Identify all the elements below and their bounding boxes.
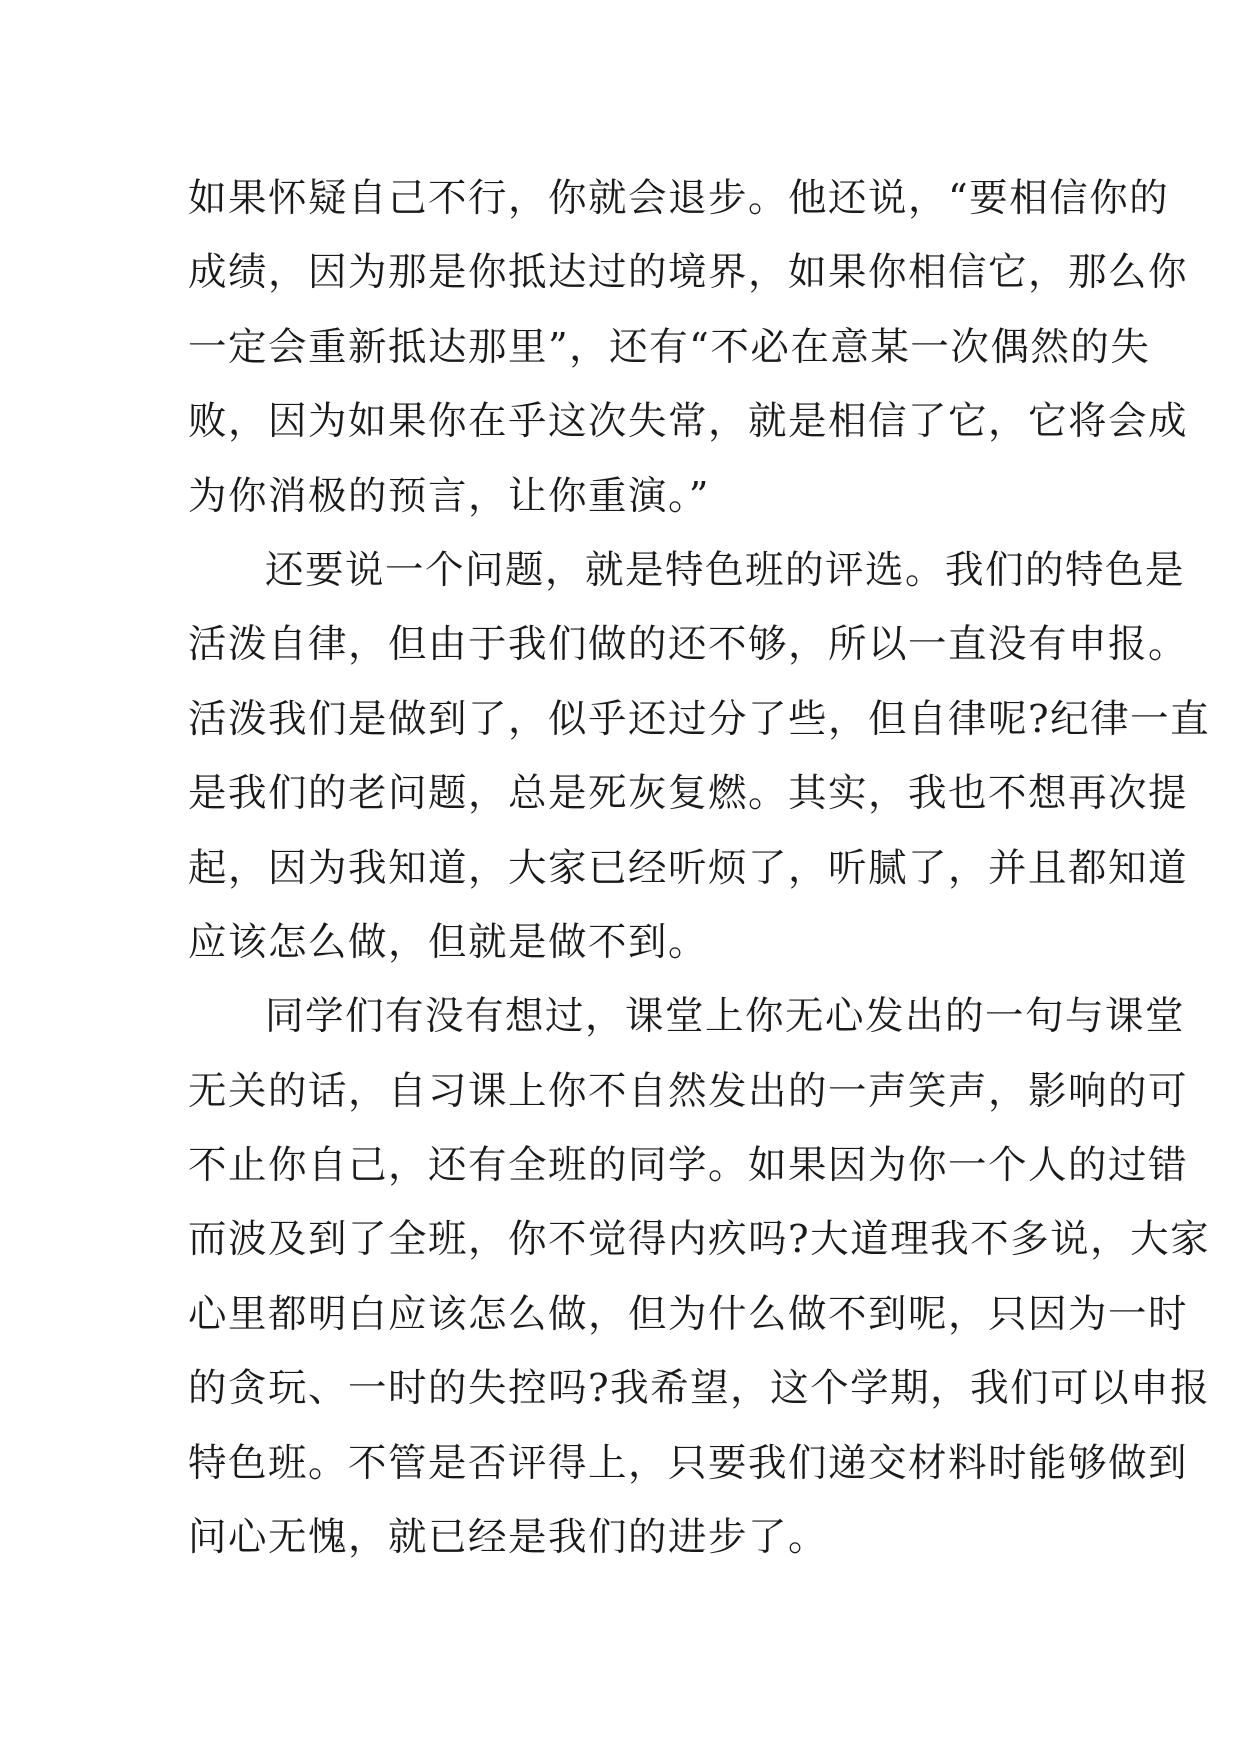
text-line: 是我们的老问题，总是死灰复燃。其实，我也不想再次提	[188, 771, 1189, 817]
text-line: 败，因为如果你在乎这次失常，就是相信了它，它将会成	[188, 399, 1189, 445]
text-line: 而波及到了全班，你不觉得内疚吗?大道理我不多说，大家	[188, 1217, 1211, 1263]
text-line: 同学们有没有想过，课堂上你无心发出的一句与课堂	[265, 994, 1186, 1040]
paragraph-2	[188, 534, 1211, 980]
text-line: 不止你自己，还有全班的同学。如果因为你一个人的过错	[188, 1143, 1189, 1189]
text-line: 应该怎么做，但就是做不到。	[188, 919, 709, 965]
text-line: 特色班。不管是否评得上，只要我们递交材料时能够做到	[188, 1440, 1189, 1486]
text-line: 一定会重新抵达那里”，还有“不必在意某一次偶然的失	[188, 324, 1151, 370]
text-line: 心里都明白应该怎么做，但为什么做不到呢，只因为一时	[188, 1291, 1189, 1337]
document-body	[188, 162, 1211, 1575]
text-line: 问心无愧，就已经是我们的进步了。	[188, 1515, 829, 1561]
text-line: 无关的话，自习课上你不自然发出的一声笑声，影响的可	[188, 1068, 1189, 1114]
text-line: 如果怀疑自己不行，你就会退步。他还说，“要相信你的	[188, 176, 1170, 221]
text-line: 起，因为我知道，大家已经听烦了，听腻了，并且都知道	[188, 845, 1189, 891]
text-line: 活泼我们是做到了，似乎还过分了些，但自律呢?纪律一直	[188, 696, 1211, 742]
text-line: 的贪玩、一时的失控吗?我希望，这个学期，我们可以申报	[188, 1366, 1211, 1412]
paragraph-3	[188, 980, 1211, 1575]
text-line: 活泼自律，但由于我们做的还不够，所以一直没有申报。	[188, 622, 1189, 668]
paragraph-1	[188, 162, 1189, 534]
text-line: 成绩，因为那是你抵达过的境界，如果你相信它，那么你	[188, 250, 1189, 296]
text-line: 为你消极的预言，让你重演。”	[188, 473, 710, 519]
text-line: 还要说一个问题，就是特色班的评选。我们的特色是	[265, 547, 1186, 593]
